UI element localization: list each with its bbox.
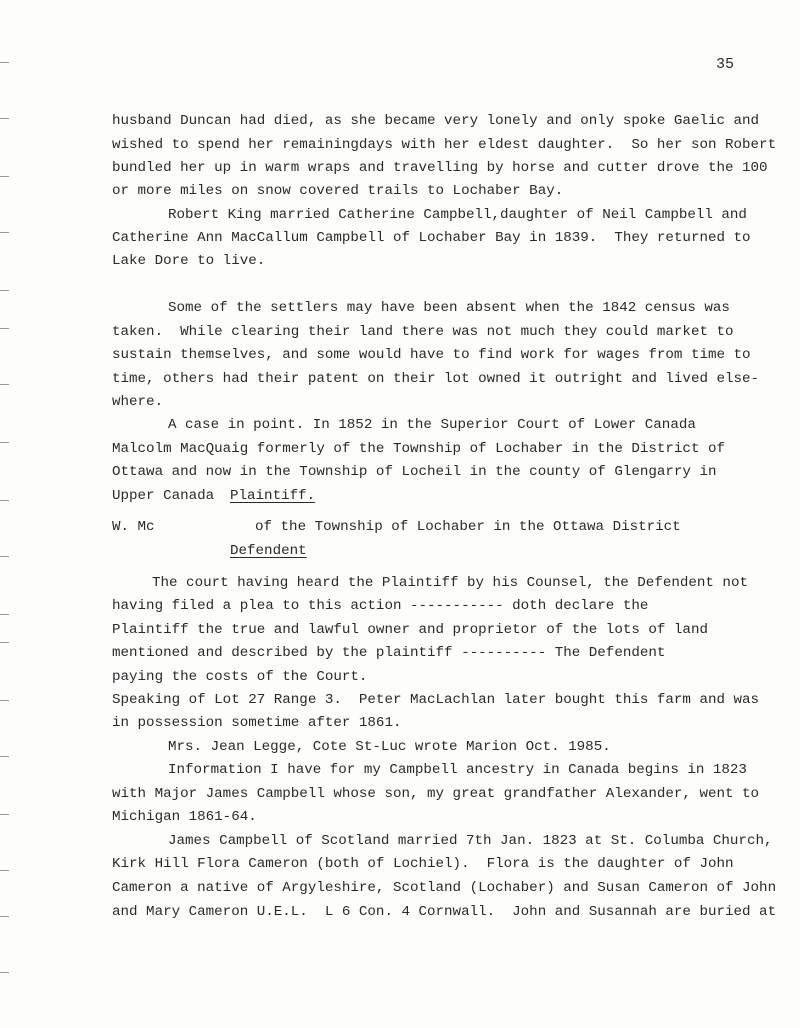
text-line: and Mary Cameron U.E.L. L 6 Con. 4 Cornwall. John and Susannah are buried at [112, 904, 777, 920]
margin-tick [0, 500, 9, 501]
text-line: Mrs. Jean Legge, Cote St-Luc wrote Marion Oct. 1985. [168, 739, 611, 755]
page-number: 35 [716, 56, 735, 73]
margin-tick [0, 556, 9, 557]
margin-tick [0, 972, 9, 973]
text-line: Speaking of Lot 27 Range 3. Peter MacLachlan later bought this farm and was [112, 692, 760, 708]
text-line: Catherine Ann MacCallum Campbell of Lochaber Bay in 1839. They returned to [112, 230, 751, 246]
text-line: Upper Canada [112, 488, 232, 504]
text-line: mentioned and described by the plaintiff ---------- The Defendent [112, 645, 666, 661]
text-line: wished to spend her remainingdays with her eldest daughter. So her son Robert [112, 137, 777, 153]
text-line: Kirk Hill Flora Cameron (both of Lochiel). Flora is the daughter of John [112, 856, 734, 872]
margin-tick [0, 328, 9, 329]
text-line: sustain themselves, and some would have to find work for wages from time to [112, 347, 751, 363]
margin-tick [0, 232, 9, 233]
margin-tick [0, 176, 9, 177]
margin-tick [0, 870, 9, 871]
text-line: taken. While clearing their land there was not much they could market to [112, 324, 734, 340]
text-line: of the Township of Lochaber in the Ottawa District [255, 519, 681, 535]
text-line: Some of the settlers may have been absent when the 1842 census was [168, 300, 730, 316]
text-line: Plaintiff the true and lawful owner and proprietor of the lots of land [112, 622, 708, 638]
margin-tick [0, 62, 9, 63]
text-line: husband Duncan had died, as she became very lonely and only spoke Gaelic and [112, 113, 760, 129]
text-line: where. [112, 394, 164, 410]
margin-tick [0, 756, 9, 757]
text-line: Information I have for my Campbell ancestry in Canada begins in 1823 [168, 762, 747, 778]
margin-tick [0, 700, 9, 701]
defendent-label: Defendent [230, 543, 307, 559]
text-line: with Major James Campbell whose son, my great grandfather Alexander, went to [112, 786, 760, 802]
text-line: Malcolm MacQuaig formerly of the Township of Lochaber in the District of [112, 441, 725, 457]
plaintiff-label: Plaintiff. [230, 488, 316, 504]
text-line: or more miles on snow covered trails to Lochaber Bay. [112, 183, 564, 199]
text-line: time, others had their patent on their lot owned it outright and lived else- [112, 371, 760, 387]
text-line: having filed a plea to this action ----------- doth declare the [112, 598, 649, 614]
margin-tick [0, 384, 9, 385]
text-line: James Campbell of Scotland married 7th Jan. 1823 at St. Columba Church, [168, 833, 773, 849]
text-line: in possession sometime after 1861. [112, 715, 402, 731]
text-line: bundled her up in warm wraps and travelling by horse and cutter drove the 100 [112, 160, 768, 176]
text-line: paying the costs of the Court. [112, 669, 368, 685]
margin-tick [0, 290, 9, 291]
margin-tick [0, 442, 9, 443]
text-line: Ottawa and now in the Township of Locheil in the county of Glengarry in [112, 464, 717, 480]
defendent-initials: W. Mc [112, 519, 155, 535]
text-line: Lake Dore to live. [112, 253, 266, 269]
margin-tick [0, 916, 9, 917]
text-line: Robert King married Catherine Campbell,daughter of Neil Campbell and [168, 207, 747, 223]
text-line: A case in point. In 1852 in the Superior Court of Lower Canada [168, 417, 696, 433]
margin-tick [0, 118, 9, 119]
margin-tick [0, 614, 9, 615]
text-line: Cameron a native of Argyleshire, Scotland (Lochaber) and Susan Cameron of John [112, 880, 777, 896]
margin-tick [0, 642, 9, 643]
text-line: The court having heard the Plaintiff by his Counsel, the Defendent not [152, 575, 748, 591]
text-line: Michigan 1861-64. [112, 809, 257, 825]
margin-tick [0, 814, 9, 815]
